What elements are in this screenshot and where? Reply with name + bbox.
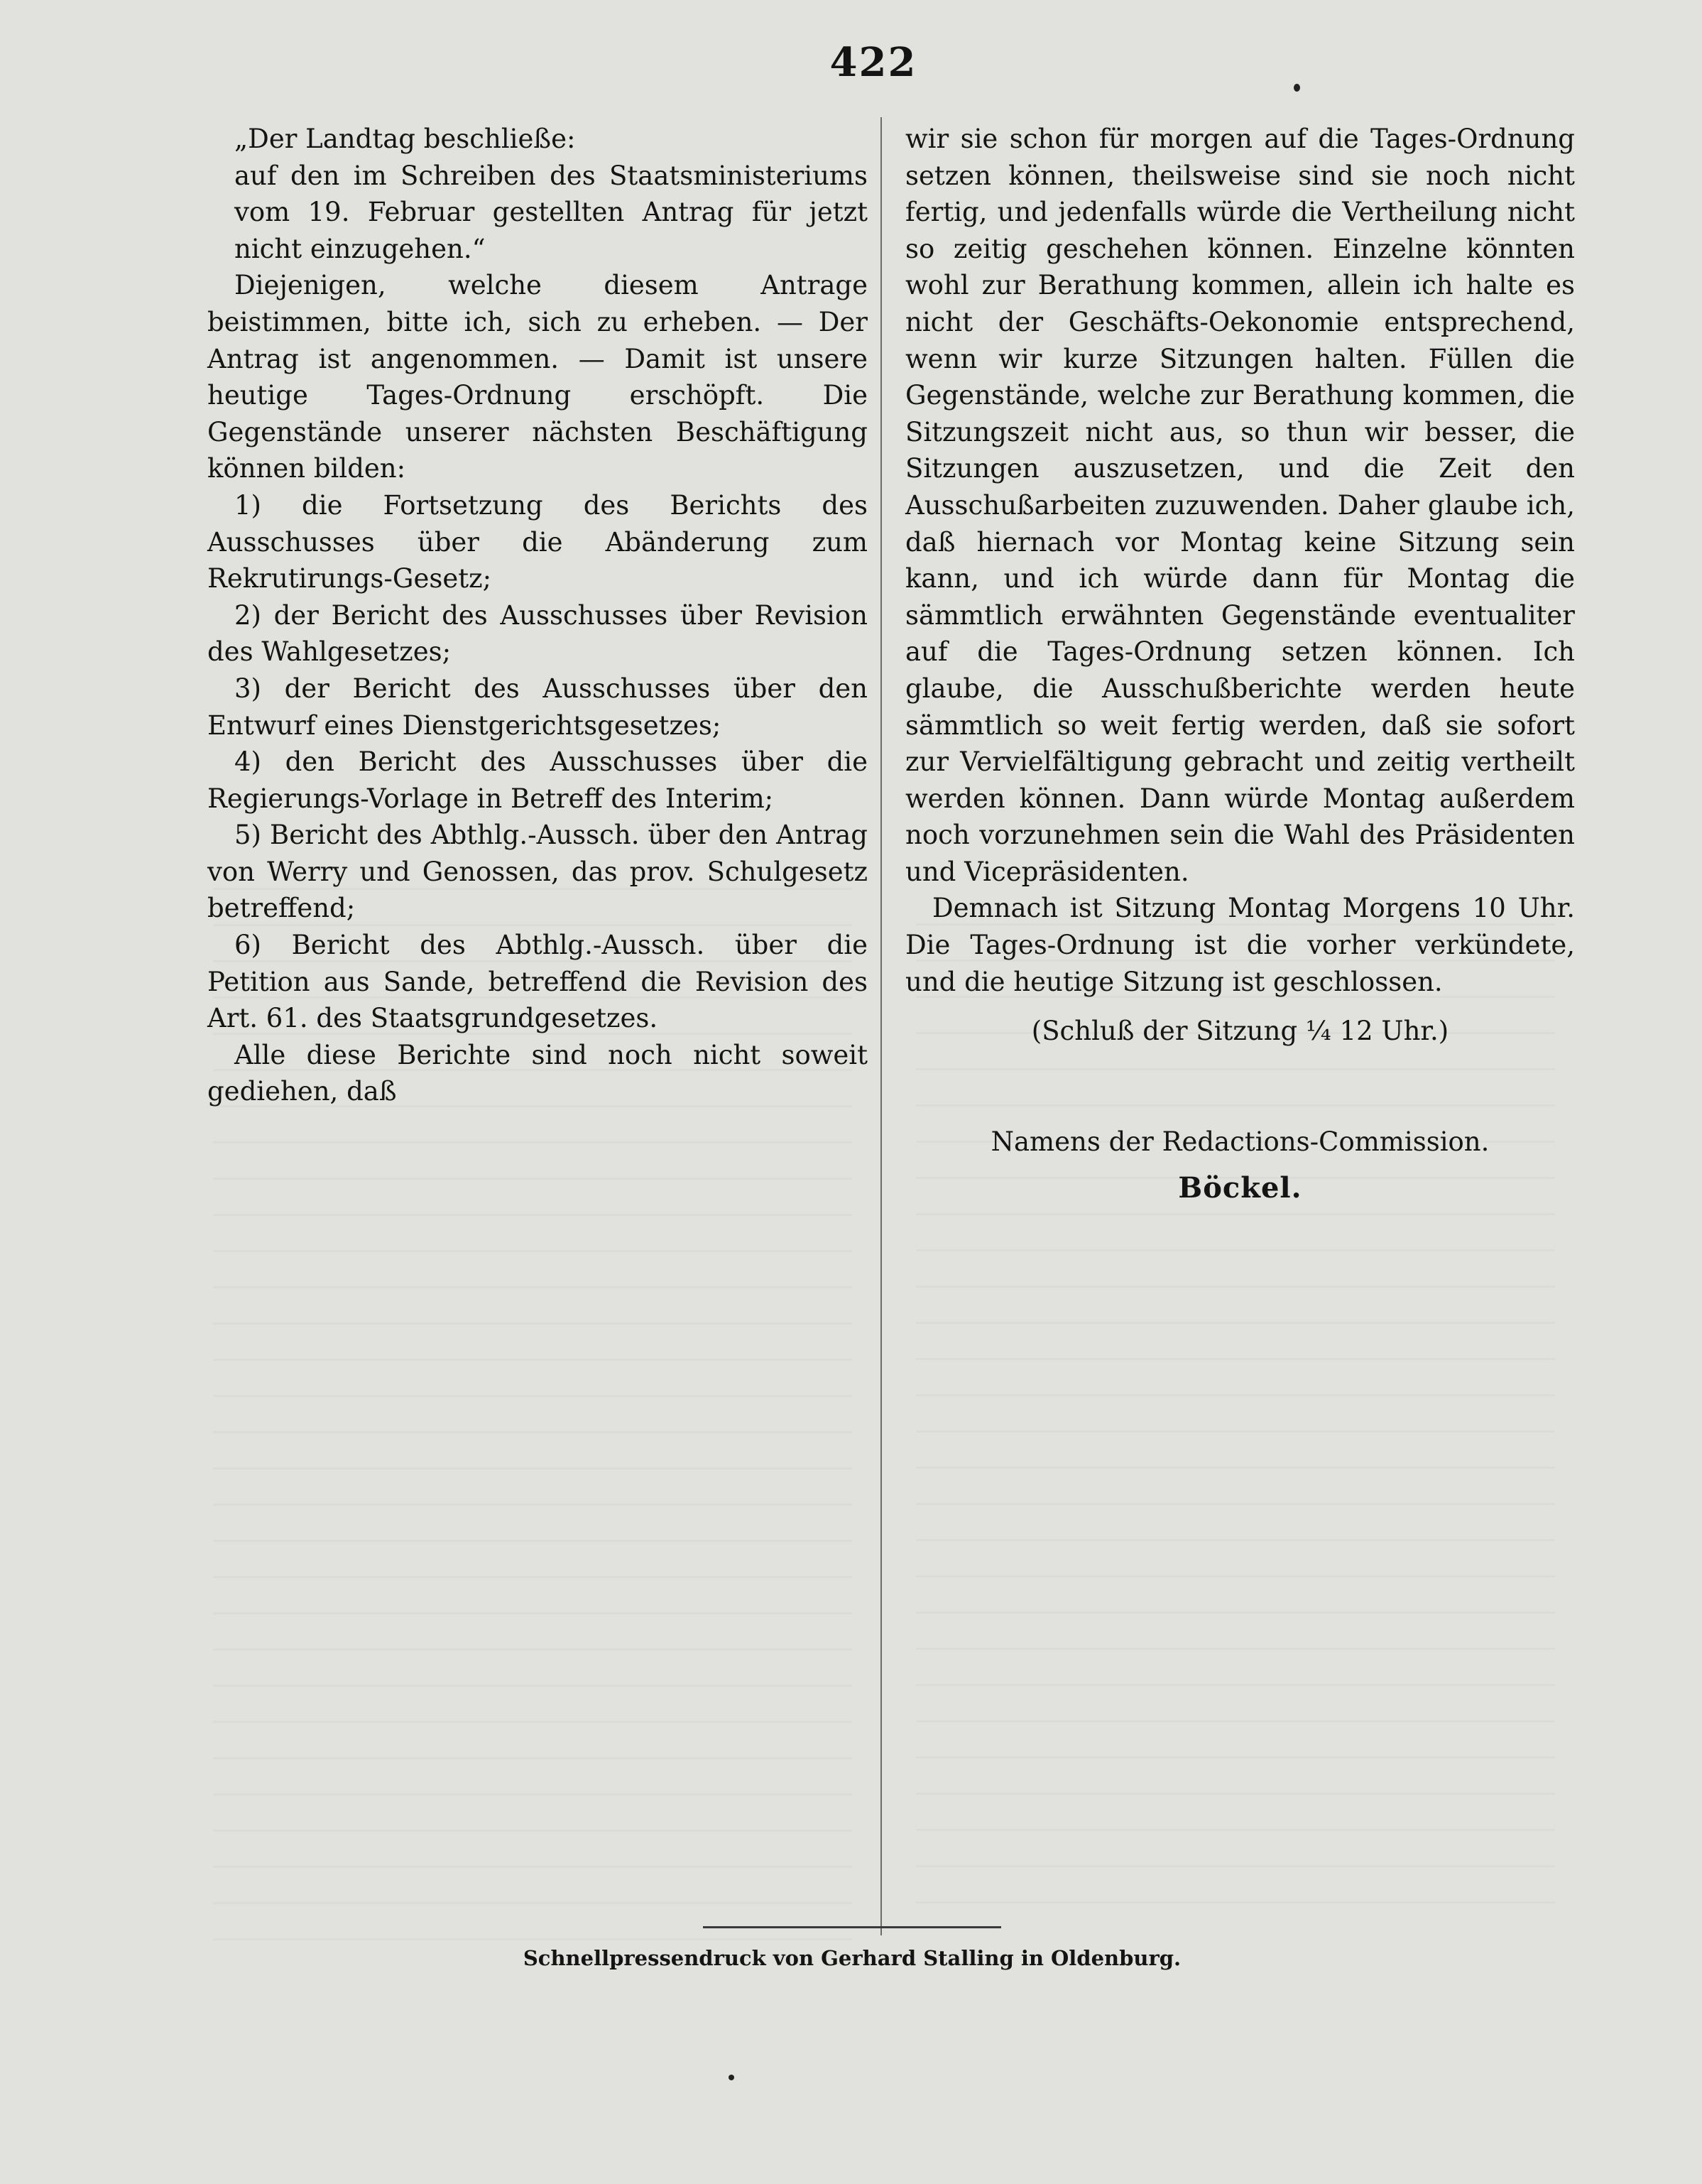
quote-line: „Der Landtag beschließe: <box>234 124 576 154</box>
paragraph: Demnach ist Sitzung Montag Morgens 10 Uhr. Die Tages-Ordnung ist die vorher verkündete, und die heutige Sitzung ist geschlossen. <box>905 893 1575 997</box>
printer-imprint: Schnellpressendruck von Gerhard Stalling in Oldenburg. <box>523 1946 1182 1970</box>
ink-speck <box>729 2075 734 2080</box>
commission-line: Namens der Redactions-Commission. <box>991 1126 1490 1157</box>
list-item: 1) die Fortsetzung des Berichts des Ausschusses über die Abänderung zum Rekrutirungs-Gesetz; <box>207 489 868 594</box>
signature-block <box>905 1124 1575 1207</box>
left-column <box>207 121 868 1110</box>
resolution-quote <box>207 121 868 267</box>
list-item: 5) Bericht des Abthlg.-Aussch. über den Antrag von Werry und Genossen, das prov. Schulgesetz betreffend; <box>207 820 868 924</box>
paragraph: wir sie schon für morgen auf die Tages-Ordnung setzen können, theilsweise sind sie noch nicht fertig, und jedenfalls würde die Vertheilung nicht so zeitig geschehen können. Einzelne könnten wohl zur Berathung kommen, allein ich halte es nicht der Geschäfts-Oekonomie entsprechend, wenn wir kurze Sitzungen halten. Füllen die Gegenstände, welche zur Berathung kommen, die Sitzungszeit nicht aus, so thun wir besser, die Sitzungen auszusetzen, und die Zeit den Ausschußarbeiten zuzuwenden. Daher glaube ich, daß hiernach vor Montag keine Sitzung sein kann, und ich würde dann für Montag die sämmtlich erwähnten Gegenstände eventualiter auf die Tages-Ordnung setzen können. Ich glaube, die Ausschußberichte werden heute sämmtlich so weit fertig werden, daß sie sofort zur Vervielfältigung gebracht und zeitig vertheilt werden können. Dann würde Montag außerdem noch vorzunehmen sein die Wahl des Präsidenten und Vicepräsidenten. <box>905 124 1575 887</box>
list-item: 6) Bericht des Abthlg.-Aussch. über die Petition aus Sande, betreffend die Revision des Art. 61. des Staatsgrundgesetzes. <box>207 930 868 1034</box>
list-item: 4) den Bericht des Ausschusses über die Regierungs-Vorlage in Betreff des Interim; <box>207 746 868 814</box>
session-close-note: (Schluß der Sitzung ¼ 12 Uhr.) <box>1031 1016 1449 1047</box>
page-number: 422 <box>829 39 917 86</box>
signer-name: Böckel. <box>1178 1171 1302 1205</box>
list-item: 2) der Bericht des Ausschusses über Revision des Wahlgesetzes; <box>207 599 868 668</box>
quote-line: auf den im Schreiben des Staatsministeriums vom 19. Februar gestellten Antrag für jetzt nicht einzugehen.“ <box>234 160 868 264</box>
column-divider <box>880 117 882 1935</box>
ink-speck <box>1294 84 1300 92</box>
paragraph: Diejenigen, welche diesem Antrage beistimmen, bitte ich, sich zu erheben. — Der Antrag ist angenommen. — Damit ist unsere heutige Tages-Ordnung erschöpft. Die Gegenstände unserer nächsten Beschäftigung können bilden: <box>207 270 868 484</box>
list-item: 3) der Bericht des Ausschusses über den Entwurf eines Dienstgerichtsgesetzes; <box>207 673 868 741</box>
paragraph: Alle diese Berichte sind noch nicht soweit gediehen, daß <box>207 1039 868 1107</box>
right-column <box>905 121 1575 1207</box>
imprint-rule <box>703 1926 1001 1928</box>
